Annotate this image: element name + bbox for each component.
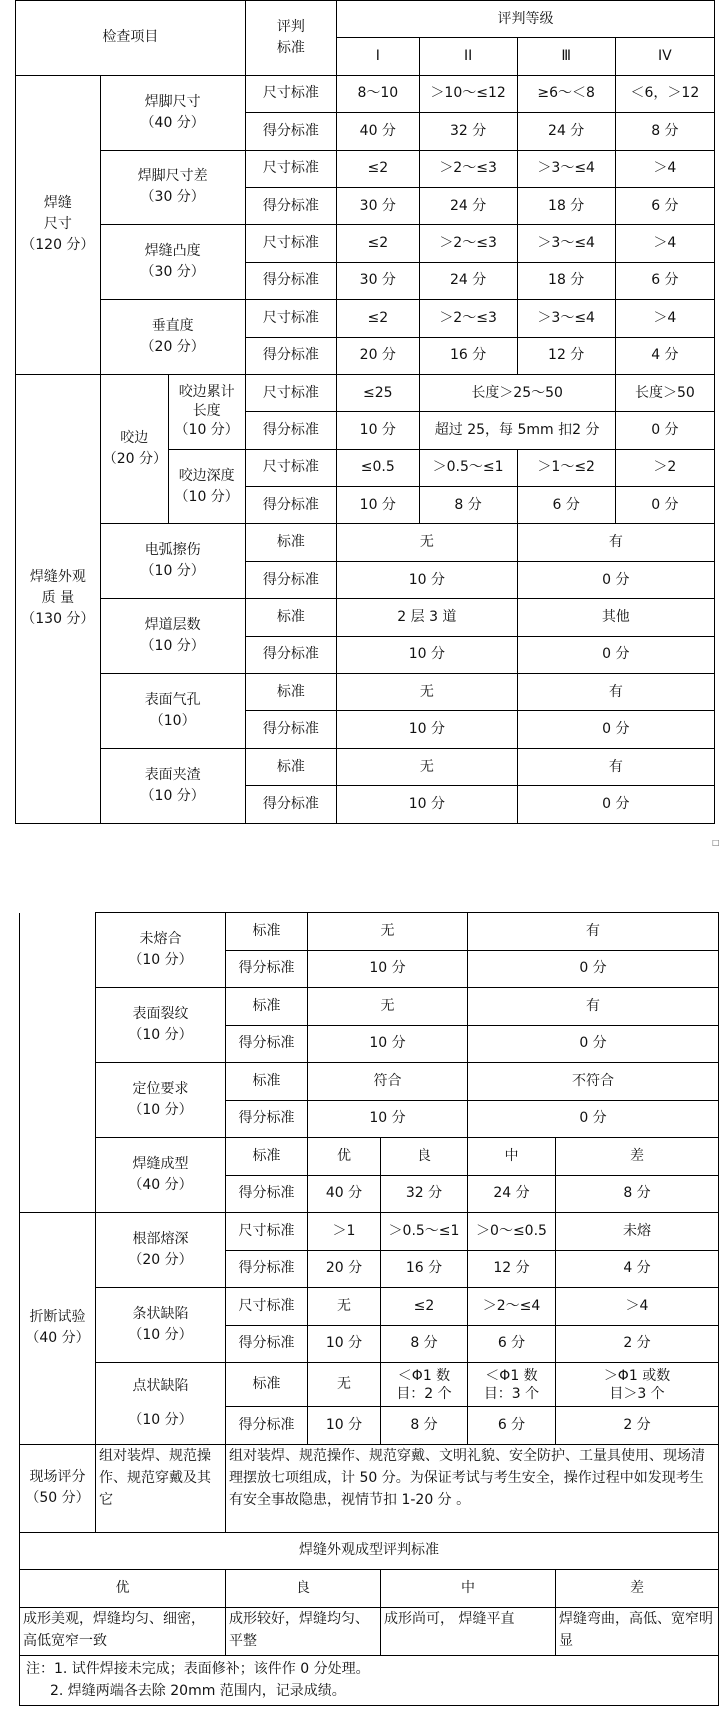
cell-value: 8 分 [615,113,714,150]
cell-value: 无 [337,748,518,785]
cell-value: 0 分 [468,1025,719,1063]
cell-value: 18 分 [517,187,615,224]
row-label: 得分标准 [245,412,336,449]
forming-desc: 焊缝弯曲，高低、宽窄明显 [556,1607,719,1655]
cell-value: 符合 [308,1063,468,1101]
cell-value: 优 [308,1138,381,1176]
cell-value: 长度＞50 [615,374,714,411]
cell-value: ＞4 [615,300,714,337]
cell-value: ≤2 [381,1288,468,1326]
group-fracture-test: 折断试验 （40 分） [20,1213,96,1445]
cell-value: 0 分 [468,1100,719,1138]
group-weld-size: 焊缝 尺寸 （120 分） [16,75,101,374]
cell-value: ＞0.5～≤1 [381,1213,468,1251]
header-check-item: 检查项目 [16,1,246,76]
cell-value: 16 分 [381,1250,468,1288]
cell-value: 40 分 [337,113,419,150]
cell-value: ≤25 [337,374,419,411]
cell-value: 8 分 [381,1407,468,1445]
item-strip-defect: 条状缺陷 （10 分） [96,1288,226,1363]
row-label: 标准 [226,988,308,1026]
cell-value: ≥6～＜8 [517,75,615,112]
row-label: 标准 [245,524,336,561]
cell-value: 10 分 [337,711,518,748]
row-label: 标准 [245,748,336,785]
cell-value: 6 分 [517,487,615,524]
cell-value: 长度＞25～50 [419,374,615,411]
group-weld-appearance-cont [20,913,96,1213]
grade-2: II [419,38,517,75]
cell-value: 良 [381,1138,468,1176]
cell-value: 不符合 [468,1063,719,1101]
cell-value: 16 分 [419,337,517,374]
item-name: 垂直度 （20 分） [100,300,245,375]
cell-value: ＜Φ1 数 目：3 个 [468,1363,556,1407]
forming-standard-title: 焊缝外观成型评判标准 [20,1532,719,1570]
cell-value: 其他 [517,599,714,636]
cell-value: 12 分 [517,337,615,374]
row-label: 尺寸标准 [245,75,336,112]
row-label: 得分标准 [245,786,336,823]
cell-value: 6 分 [468,1407,556,1445]
item-name: 焊缝凸度 （30 分） [100,225,245,300]
cell-value: 0 分 [517,636,714,673]
row-label: 得分标准 [226,1325,308,1363]
cell-value: ≤2 [337,150,419,187]
cell-value: 20 分 [337,337,419,374]
cell-value: 10 分 [337,487,419,524]
row-label: 标准 [226,1063,308,1101]
cell-value: 2 分 [556,1325,719,1363]
item-weld-forming: 焊缝成型 （40 分） [96,1138,226,1213]
weld-score-table-page1 [15,0,715,824]
cell-value: 2 分 [556,1407,719,1445]
row-label: 得分标准 [226,1250,308,1288]
forming-desc: 成形尚可， 焊缝平直 [381,1607,556,1655]
cell-value: ＞4 [615,150,714,187]
note-line-1: 注：1. 试件焊接未完成；表面修补；该件作 0 分处理。 [26,1661,370,1677]
cell-value: 有 [517,674,714,711]
cell-value: 0 分 [615,487,714,524]
cell-value: 24 分 [468,1175,556,1213]
item-arc-strike: 电弧擦伤 （10 分） [100,524,245,599]
cell-value: ＞2～≤4 [468,1288,556,1326]
notes [20,1655,719,1705]
row-label: 尺寸标准 [226,1288,308,1326]
cell-value: 差 [556,1138,719,1176]
cell-value: ＜6，＞12 [615,75,714,112]
cell-value: 0 分 [517,561,714,598]
row-label: 得分标准 [226,1175,308,1213]
cell-value: ＞4 [556,1288,719,1326]
cell-value: 8 分 [419,487,517,524]
item-site-score: 现场评分 （50 分） [20,1444,96,1532]
cell-value: 0 分 [517,711,714,748]
cell-value: ＞2～≤3 [419,300,517,337]
cell-value: 无 [337,674,518,711]
row-label: 得分标准 [245,337,336,374]
item-surface-slag: 表面夹渣 （10 分） [100,748,245,823]
cell-value: 40 分 [308,1175,381,1213]
cell-value: 30 分 [337,187,419,224]
cell-value: 24 分 [419,262,517,299]
row-label: 得分标准 [226,1100,308,1138]
item-undercut-depth: 咬边深度 （10 分） [168,449,245,524]
header-grade: 评判等级 [337,1,715,38]
forming-desc: 成形较好，焊缝均匀、平整 [226,1607,381,1655]
grade-4: IV [615,38,714,75]
row-label: 得分标准 [226,950,308,988]
cell-value: 2 层 3 道 [337,599,518,636]
cell-value: 0 分 [615,412,714,449]
cell-value: 24 分 [419,187,517,224]
cell-value: 6 分 [468,1325,556,1363]
cell-value: 24 分 [517,113,615,150]
cell-value: 32 分 [419,113,517,150]
item-undercut: 咬边 （20 分） [100,374,168,524]
cell-value: 中 [468,1138,556,1176]
cell-value: 无 [308,988,468,1026]
cell-value: 无 [308,1363,381,1407]
item-lack-of-fusion: 未熔合 （10 分） [96,913,226,988]
cell-value: 有 [517,748,714,785]
note-line-2: 2. 焊缝两端各去除 20mm 范围内，记录成绩。 [50,1683,346,1699]
item-name: 焊脚尺寸差 （30 分） [100,150,245,225]
item-name: 焊脚尺寸 （40 分） [100,75,245,150]
row-label: 尺寸标准 [245,300,336,337]
forming-grade: 中 [381,1570,556,1608]
cell-value: 10 分 [308,1325,381,1363]
forming-grade: 差 [556,1570,719,1608]
cell-value: ＜Φ1 数 目：2 个 [381,1363,468,1407]
forming-desc: 成形美观，焊缝均匀、细密， 高低宽窄一致 [20,1607,226,1655]
cell-value: 20 分 [308,1250,381,1288]
row-label: 尺寸标准 [245,374,336,411]
row-label: 尺寸标准 [245,150,336,187]
cell-value: 4 分 [615,337,714,374]
cell-value: 6 分 [615,262,714,299]
row-label: 得分标准 [226,1025,308,1063]
cell-value: 0 分 [468,950,719,988]
cell-value: 超过 25，每 5mm 扣2 分 [419,412,615,449]
row-label: 得分标准 [245,113,336,150]
item-undercut-length: 咬边累计 长度 （10 分） [168,374,245,449]
group-weld-appearance: 焊缝外观 质 量 （130 分） [16,374,101,823]
item-root-penetration: 根部熔深 （20 分） [96,1213,226,1288]
cell-value: 10 分 [337,636,518,673]
cell-value: 无 [308,913,468,951]
row-label: 得分标准 [226,1407,308,1445]
row-label: 尺寸标准 [245,225,336,262]
cell-value: ＞Φ1 或数 目＞3 个 [556,1363,719,1407]
row-label: 尺寸标准 [226,1213,308,1251]
cell-value: 未熔 [556,1213,719,1251]
cell-value: 10 分 [308,1025,468,1063]
row-label: 得分标准 [245,262,336,299]
cell-value: 4 分 [556,1250,719,1288]
forming-grade: 良 [226,1570,381,1608]
cell-value: 8 分 [381,1325,468,1363]
cell-value: ＞2 [615,449,714,486]
cell-value: 有 [517,524,714,561]
cell-value: 8～10 [337,75,419,112]
cell-value: 10 分 [308,1407,381,1445]
cell-value: 无 [337,524,518,561]
cell-value: ≤0.5 [337,449,419,486]
cell-value: 0 分 [517,786,714,823]
row-label: 得分标准 [245,561,336,598]
cell-value: 8 分 [556,1175,719,1213]
cell-value: 10 分 [308,1100,468,1138]
header-standard: 评判 标准 [245,1,336,76]
cell-value: ＞2～≤3 [419,225,517,262]
item-bead-layers: 焊道层数 （10 分） [100,599,245,674]
cell-value: 18 分 [517,262,615,299]
site-score-summary: 组对装焊、规范操作、规范穿戴及其它 [96,1444,226,1532]
row-label: 标准 [226,1363,308,1407]
cell-value: 30 分 [337,262,419,299]
row-label: 标准 [245,599,336,636]
cell-value: 12 分 [468,1250,556,1288]
cell-value: ＞10～≤12 [419,75,517,112]
grade-1: I [337,38,419,75]
cell-value: ＞1～≤2 [517,449,615,486]
grade-3: Ⅲ [517,38,615,75]
cell-value: ＞4 [615,225,714,262]
page-break-marker: □ [712,838,720,847]
row-label: 得分标准 [245,636,336,673]
cell-value: 32 分 [381,1175,468,1213]
row-label: 得分标准 [245,187,336,224]
cell-value: ＞3～≤4 [517,300,615,337]
cell-value: ＞3～≤4 [517,150,615,187]
cell-value: ＞3～≤4 [517,225,615,262]
item-positioning: 定位要求 （10 分） [96,1063,226,1138]
item-surface-crack: 表面裂纹 （10 分） [96,988,226,1063]
cell-value: 10 分 [308,950,468,988]
cell-value: 10 分 [337,786,518,823]
row-label: 得分标准 [245,487,336,524]
cell-value: ＞1 [308,1213,381,1251]
row-label: 标准 [226,913,308,951]
cell-value: 10 分 [337,561,518,598]
cell-value: 有 [468,988,719,1026]
weld-score-table-page2 [19,912,719,1706]
item-surface-porosity: 表面气孔 （10） [100,674,245,749]
forming-grade: 优 [20,1570,226,1608]
cell-value: 6 分 [615,187,714,224]
row-label: 得分标准 [245,711,336,748]
cell-value: ＞0.5～≤1 [419,449,517,486]
row-label: 标准 [226,1138,308,1176]
cell-value: 10 分 [337,412,419,449]
cell-value: ≤2 [337,300,419,337]
cell-value: 无 [308,1288,381,1326]
cell-value: ≤2 [337,225,419,262]
cell-value: ＞0～≤0.5 [468,1213,556,1251]
cell-value: 有 [468,913,719,951]
cell-value: ＞2～≤3 [419,150,517,187]
row-label: 标准 [245,674,336,711]
row-label: 尺寸标准 [245,449,336,486]
item-point-defect: 点状缺陷 （10 分） [96,1363,226,1445]
site-score-detail: 组对装焊、规范操作、规范穿戴、文明礼貌、安全防护、工量具使用、现场清理摆放七项组成，计 50 分。为保证考试与考生安全，操作过程中如发现考生有安全事故隐患，视情节扣 1-20 分 。 [226,1444,719,1532]
